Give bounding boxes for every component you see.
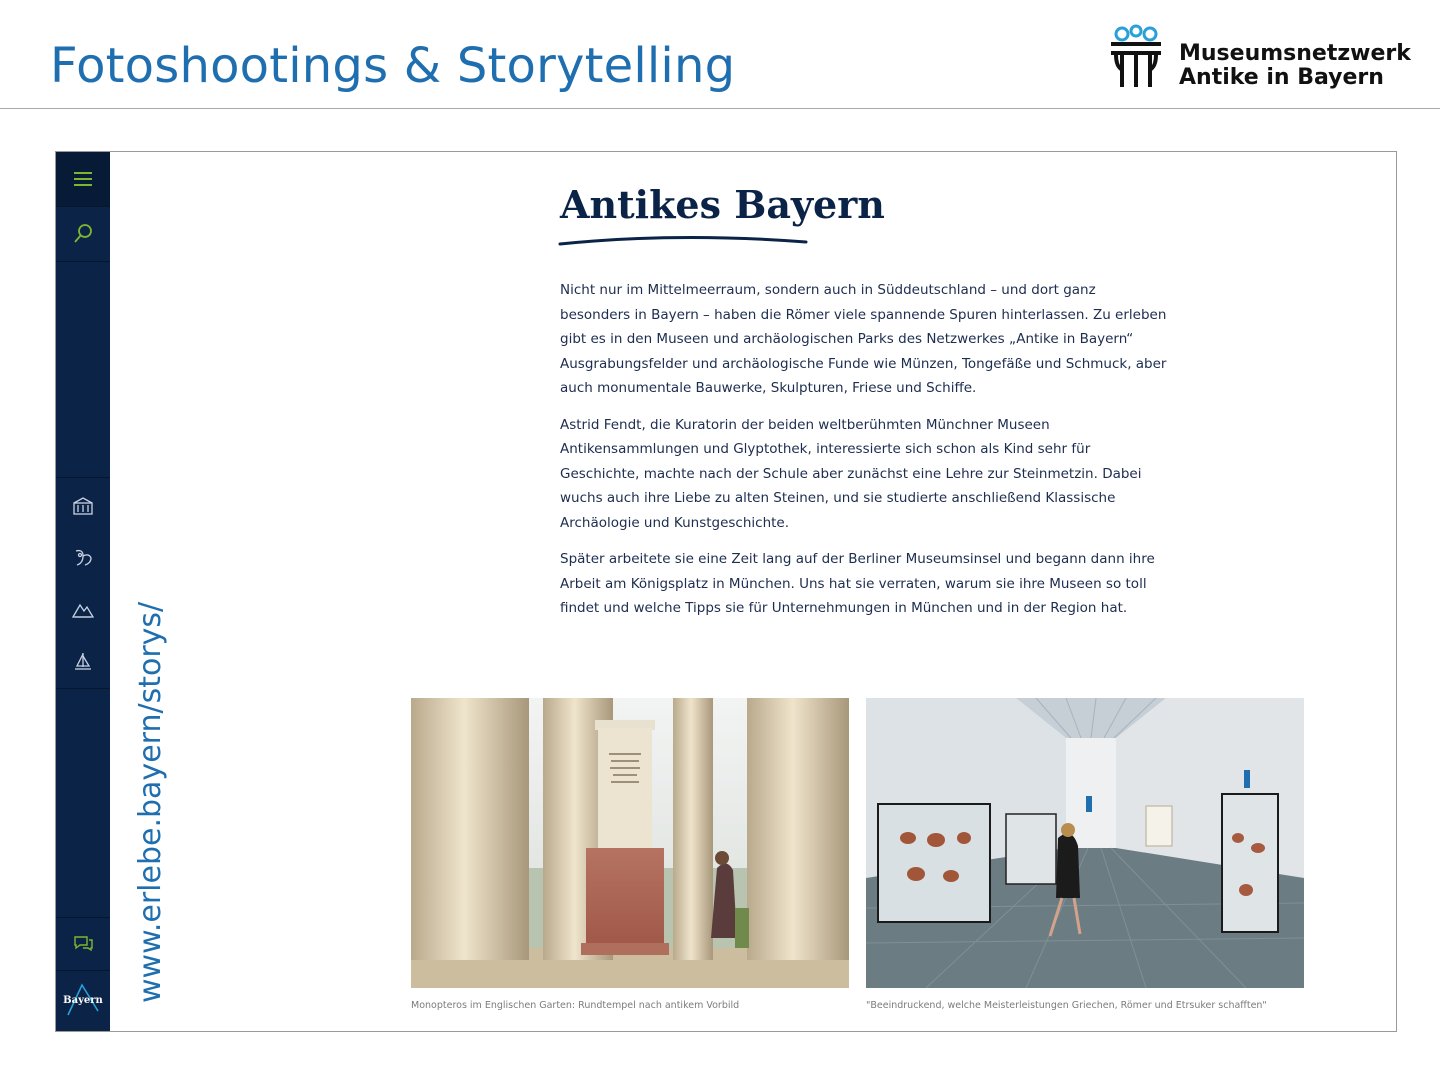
photo-caption: "Beeindruckend, welche Meisterleistungen Griechen, Römer und Etrsuker schafften" <box>866 1000 1267 1011</box>
sailing-icon[interactable] <box>71 651 95 673</box>
sidebar-divider <box>56 688 110 689</box>
title-underline <box>558 232 808 250</box>
logo-text <box>1179 42 1411 90</box>
article-paragraph: Nicht nur im Mittelmeerraum, sondern auch in Süddeutschland – und dort ganz besonders in Bayern – haben die Römer viele spannende Spuren hinterlassen. Zu erleben gibt es in den Museen und archäologischen Parks des Netzwerkes „Antike in Bayern“ Ausgrabungsfelder und archäologische Funde wie Münzen, Tongefäße und Schmuck, aber auch monumentale Bauwerke, Skulpturen, Friese und Schiffe. <box>560 282 1167 396</box>
sidebar-divider <box>56 261 110 262</box>
museum-gallery-image <box>866 698 1304 988</box>
title-divider <box>0 108 1440 109</box>
museum-gallery-photo[interactable] <box>866 698 1304 988</box>
article-title: Antikes Bayern <box>560 182 885 227</box>
museum-icon[interactable] <box>71 495 95 517</box>
article-body <box>560 278 1170 633</box>
sidebar <box>56 152 110 1031</box>
bayern-logo-text: Bayern <box>63 995 103 1006</box>
article-paragraph: Später arbeitete sie eine Zeit lang auf der Berliner Museumsinsel und begann dann ihre Arbeit am Königsplatz in München. Uns hat sie verraten, warum sie ihre Museen so toll findet und welche Tipps sie für Unternehmungen in München und in der Region hat. <box>560 551 1155 616</box>
museumsnetzwerk-logo <box>1106 24 1411 90</box>
logo-line-2: Antike in Bayern <box>1179 65 1384 90</box>
chat-icon[interactable] <box>71 932 95 954</box>
column-logo-icon <box>1106 24 1166 88</box>
bayern-logo[interactable] <box>56 971 110 1031</box>
photo-caption: Monopteros im Englischen Garten: Rundtempel nach antikem Vorbild <box>411 1000 740 1011</box>
culture-icon[interactable] <box>71 547 95 569</box>
logo-line-1: Museumsnetzwerk <box>1179 41 1411 66</box>
mountains-icon[interactable] <box>71 599 95 621</box>
story-url[interactable]: www.erlebe.bayern/storys/ <box>133 601 168 1003</box>
search-button[interactable] <box>56 207 110 261</box>
sidebar-divider <box>56 477 110 478</box>
slide-title: Fotoshootings & Storytelling <box>50 38 736 94</box>
menu-icon <box>71 170 95 188</box>
website-screenshot <box>55 151 1397 1032</box>
search-icon <box>72 223 94 245</box>
monopteros-image <box>411 698 849 988</box>
article-paragraph: Astrid Fendt, die Kuratorin der beiden weltberühmten Münchner Museen Antikensammlungen und Glyptothek, interessierte sich schon als Kind sehr für Geschichte, machte nach der Schule aber zunächst eine Lehre zur Steinmetzin. Dabei wuchs auch ihre Liebe zu alten Steinen, und sie studierte anschließend Klassische Archäologie und Kunstgeschichte. <box>560 416 1142 531</box>
monopteros-photo[interactable] <box>411 698 849 988</box>
sidebar-divider <box>56 917 110 918</box>
menu-button[interactable] <box>56 152 110 206</box>
